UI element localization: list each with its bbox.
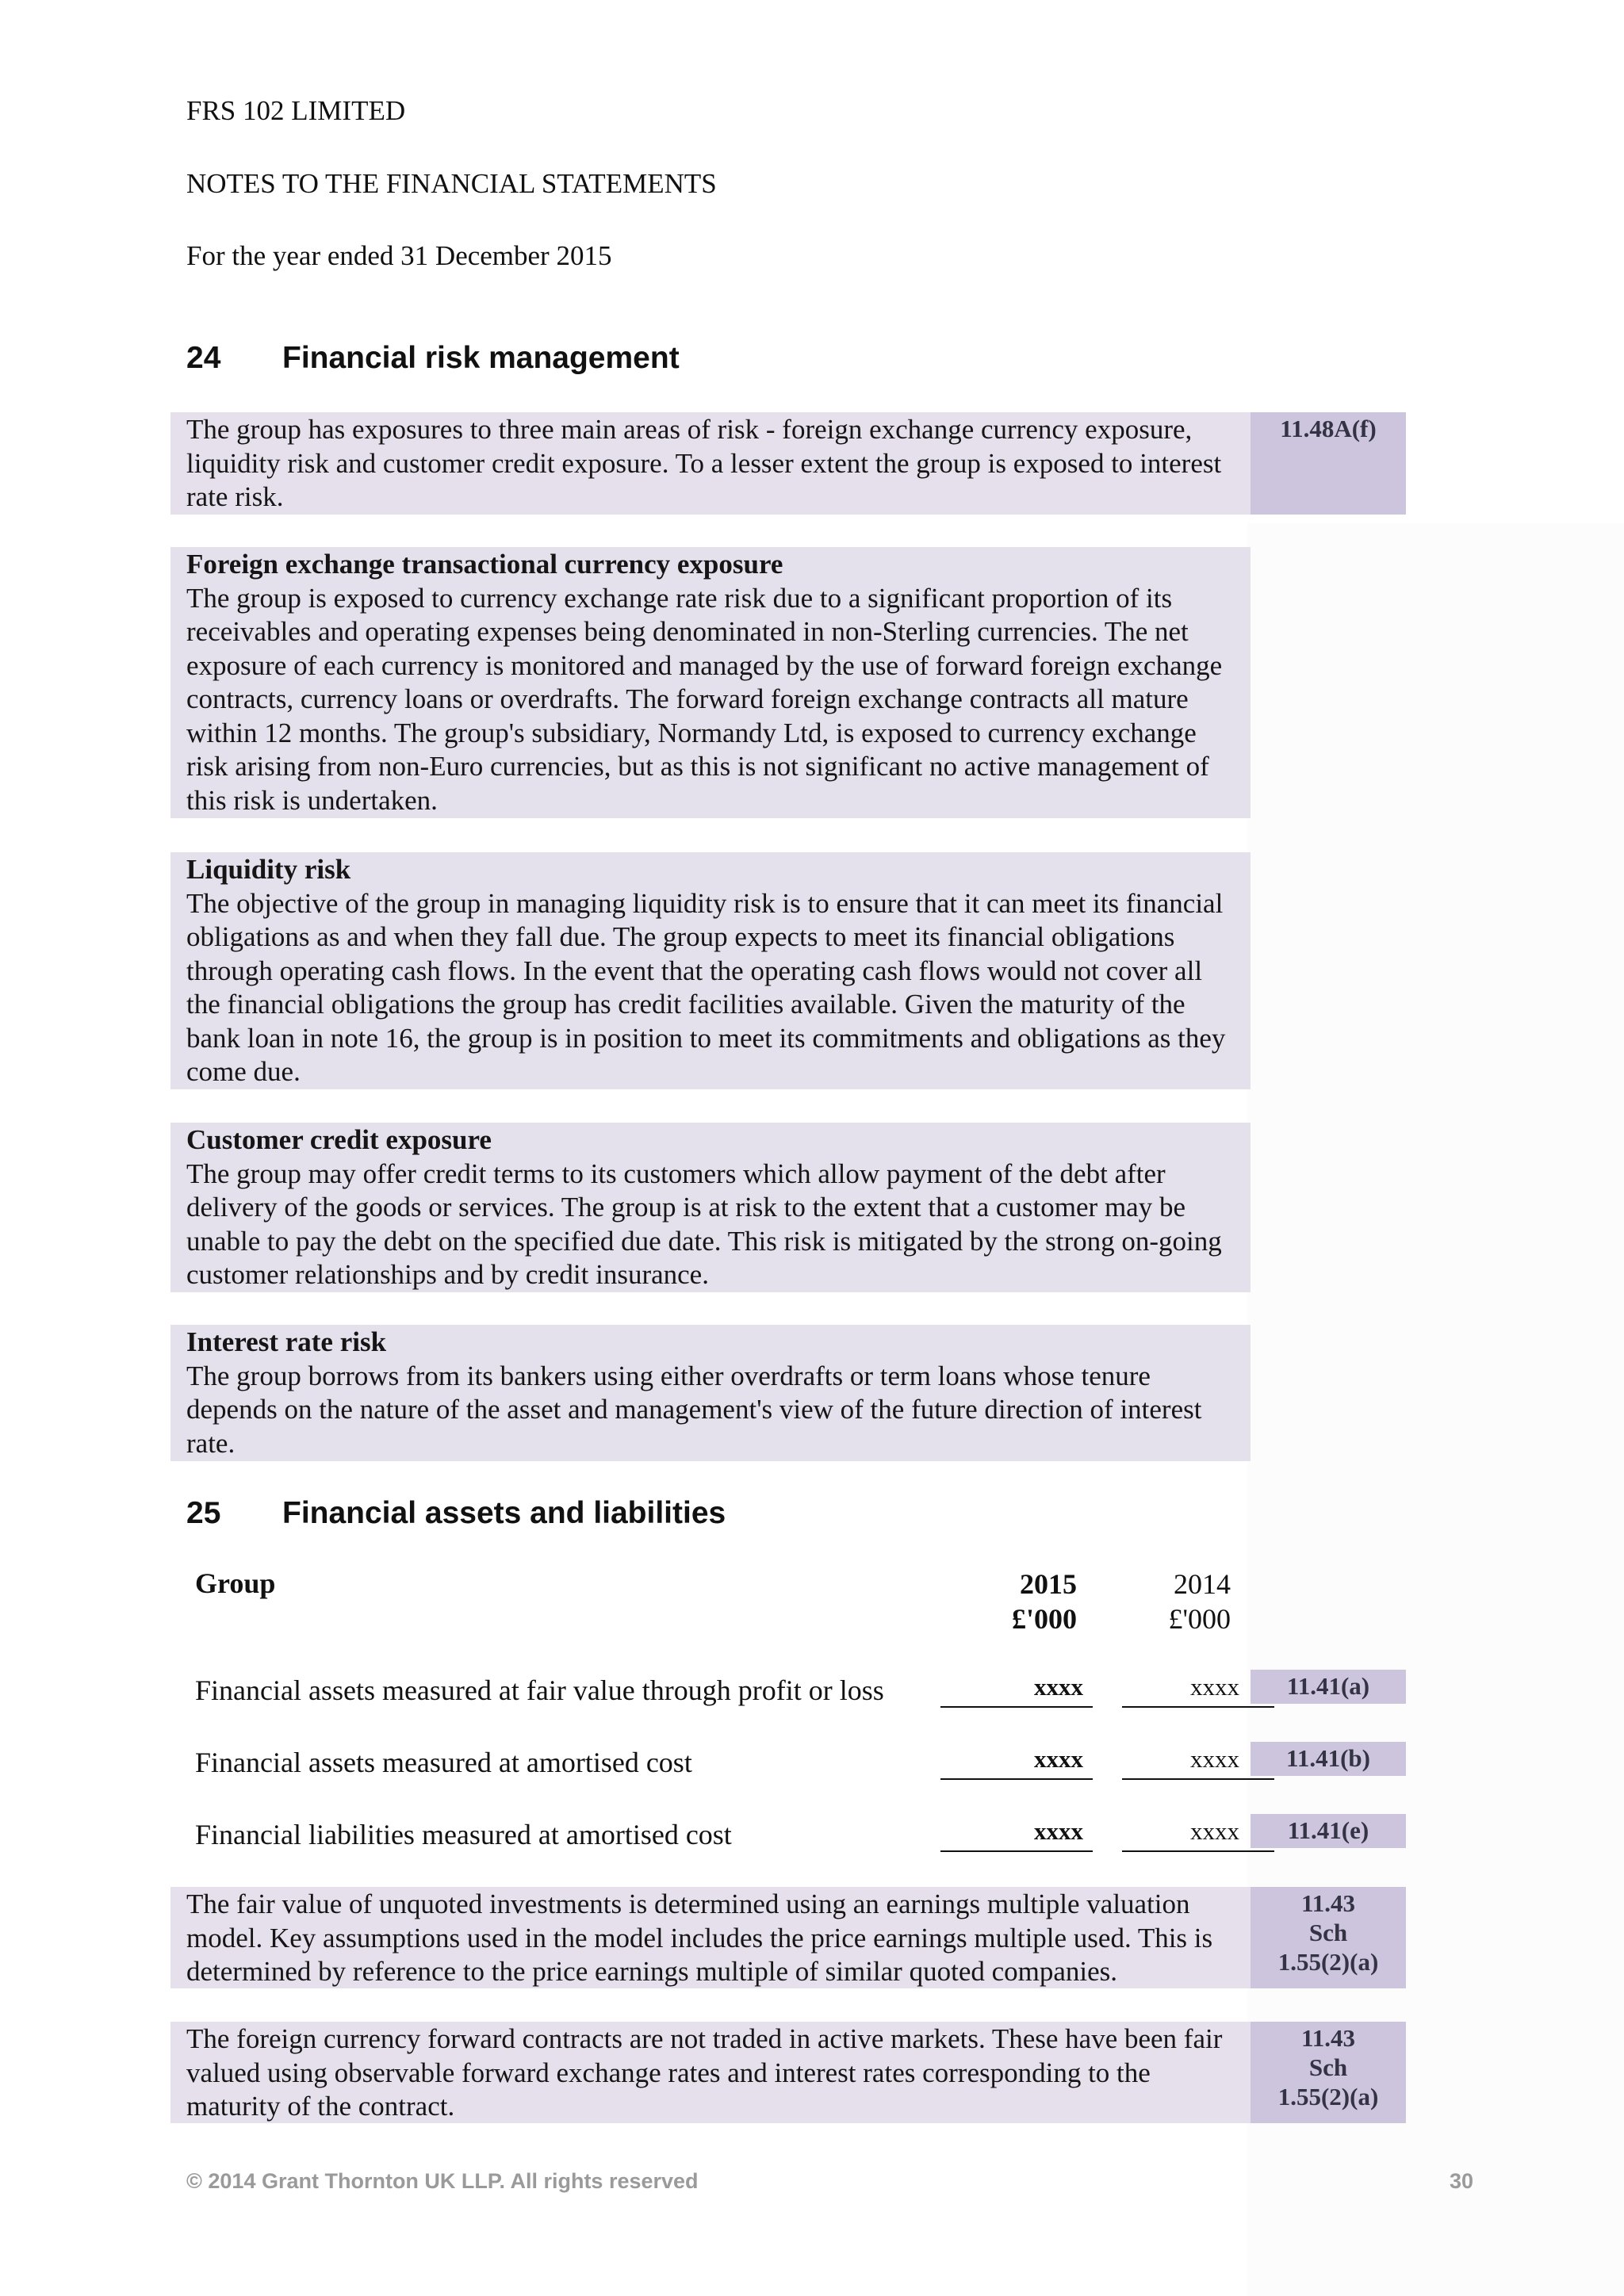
- fx-risk-text: The group is exposed to currency exchange rate risk due to a significant proportion of its receivables and operating expenses being denominated in non-Sterling currencies. The net exposure of each currency is monitored and managed by the use of forward foreign exchange contracts, currency loans or overdrafts. The forward foreign exchange contracts all mature within 12 months. The group's subsidiary, Normandy Ltd, is exposed to currency exchange risk arising from non-Euro currencies, but as this is not significant no active management of this risk is undertaken.: [186, 582, 1223, 816]
- table-cell-2015: xxxx: [1034, 1673, 1083, 1701]
- underline-2015: [940, 1850, 1093, 1852]
- underline-2015: [940, 1706, 1093, 1708]
- interest-rate-risk-heading: Interest rate risk: [186, 1326, 387, 1357]
- reference-badge: 11.48A(f): [1251, 412, 1406, 515]
- credit-risk-box: [170, 1123, 1251, 1292]
- liquidity-risk-heading: Liquidity risk: [186, 854, 351, 885]
- column-2014-year: 2014: [1174, 1568, 1231, 1600]
- group-label: Group: [195, 1567, 276, 1599]
- fx-risk-box: [170, 547, 1251, 818]
- risk-intro-box: [170, 412, 1251, 515]
- interest-rate-risk-text: The group borrows from its bankers using either overdrafts or term loans whose tenure depends on the nature of the asset and management's view of the future direction of interest rate.: [186, 1360, 1202, 1459]
- liquidity-risk-text: The objective of the group in managing liquidity risk is to ensure that it can meet its financial obligations as and when they fall due. The group expects to meet its financial obligations through operating cash flows. In the event that the operating cash flows would not cover all the financial obligations the group has credit facilities available. Given the maturity of the bank loan in note 16, the group is in position to meet its commitments and obligations as they come due.: [186, 887, 1226, 1087]
- company-name: FRS 102 LIMITED: [186, 95, 406, 126]
- table-row-label: Financial assets measured at amortised cost: [195, 1747, 692, 1778]
- page-number: 30: [1450, 2169, 1474, 2193]
- table-cell-2015: xxxx: [1034, 1817, 1083, 1845]
- table-row-label: Financial liabilities measured at amortised cost: [195, 1819, 732, 1850]
- credit-risk-heading: Customer credit exposure: [186, 1124, 492, 1155]
- table-cell-2014: xxxx: [1190, 1817, 1239, 1845]
- section-25-number: 25: [186, 1496, 221, 1530]
- section-24-title: Financial risk management: [282, 341, 680, 375]
- reference-badge: 11.41(a): [1251, 1670, 1406, 1704]
- reference-line: Sch: [1308, 2053, 1348, 2081]
- reference-badge: 11.41(e): [1251, 1814, 1406, 1848]
- table-cell-2015: xxxx: [1034, 1745, 1083, 1773]
- fair-value-note-box: [170, 1887, 1251, 1988]
- reference-line: Sch: [1308, 1919, 1348, 1946]
- column-2015-unit: £'000: [1011, 1603, 1077, 1635]
- fair-value-note-text: The fair value of unquoted investments is determined using an earnings multiple valuation model. Key assumptions used in the model includes the price earnings multiple used. This is determined by reference to the price earnings multiple of similar quoted companies.: [186, 1888, 1213, 1987]
- reference-badge: [1251, 2022, 1406, 2123]
- table-row-label: Financial assets measured at fair value through profit or loss: [195, 1674, 884, 1706]
- reference-line: 11.43: [1300, 2024, 1356, 2052]
- underline-2015: [940, 1778, 1093, 1780]
- underline-2014: [1122, 1850, 1274, 1852]
- period-line: For the year ended 31 December 2015: [186, 240, 612, 271]
- reference-badge: [1251, 1887, 1406, 1988]
- underline-2014: [1122, 1778, 1274, 1780]
- reference-line: 1.55(2)(a): [1277, 1948, 1379, 1976]
- underline-2014: [1122, 1706, 1274, 1708]
- reference-line: 11.43: [1300, 1889, 1356, 1917]
- column-2014-unit: £'000: [1168, 1603, 1231, 1635]
- reference-line: 1.55(2)(a): [1277, 2083, 1379, 2110]
- table-cell-2014: xxxx: [1190, 1673, 1239, 1701]
- interest-rate-risk-box: [170, 1325, 1251, 1461]
- column-2015-year: 2015: [1020, 1568, 1077, 1600]
- forward-contracts-note-text: The foreign currency forward contracts are not traded in active markets. These have been fair valued using observable forward exchange rates and interest rates corresponding to the maturity of the contract.: [186, 2023, 1223, 2122]
- credit-risk-text: The group may offer credit terms to its customers which allow payment of the debt after delivery of the goods or services. The group is at risk to the extent that a customer may be unable to pay the debt on the specified due date. This risk is mitigated by the strong on-going customer relationships and by credit insurance.: [186, 1158, 1222, 1290]
- risk-intro-text: The group has exposures to three main areas of risk - foreign exchange currency exposure, liquidity risk and customer credit exposure. To a lesser extent the group is exposed to interest rate risk.: [186, 414, 1222, 512]
- liquidity-risk-box: [170, 852, 1251, 1089]
- reference-badge: 11.41(b): [1251, 1742, 1406, 1776]
- forward-contracts-note-box: [170, 2022, 1251, 2123]
- fx-risk-heading: Foreign exchange transactional currency exposure: [186, 549, 783, 580]
- section-25-title: Financial assets and liabilities: [282, 1496, 726, 1530]
- table-cell-2014: xxxx: [1190, 1745, 1239, 1773]
- notes-title: NOTES TO THE FINANCIAL STATEMENTS: [186, 168, 717, 199]
- section-24-number: 24: [186, 341, 221, 375]
- copyright-notice: © 2014 Grant Thornton UK LLP. All rights reserved: [186, 2169, 699, 2193]
